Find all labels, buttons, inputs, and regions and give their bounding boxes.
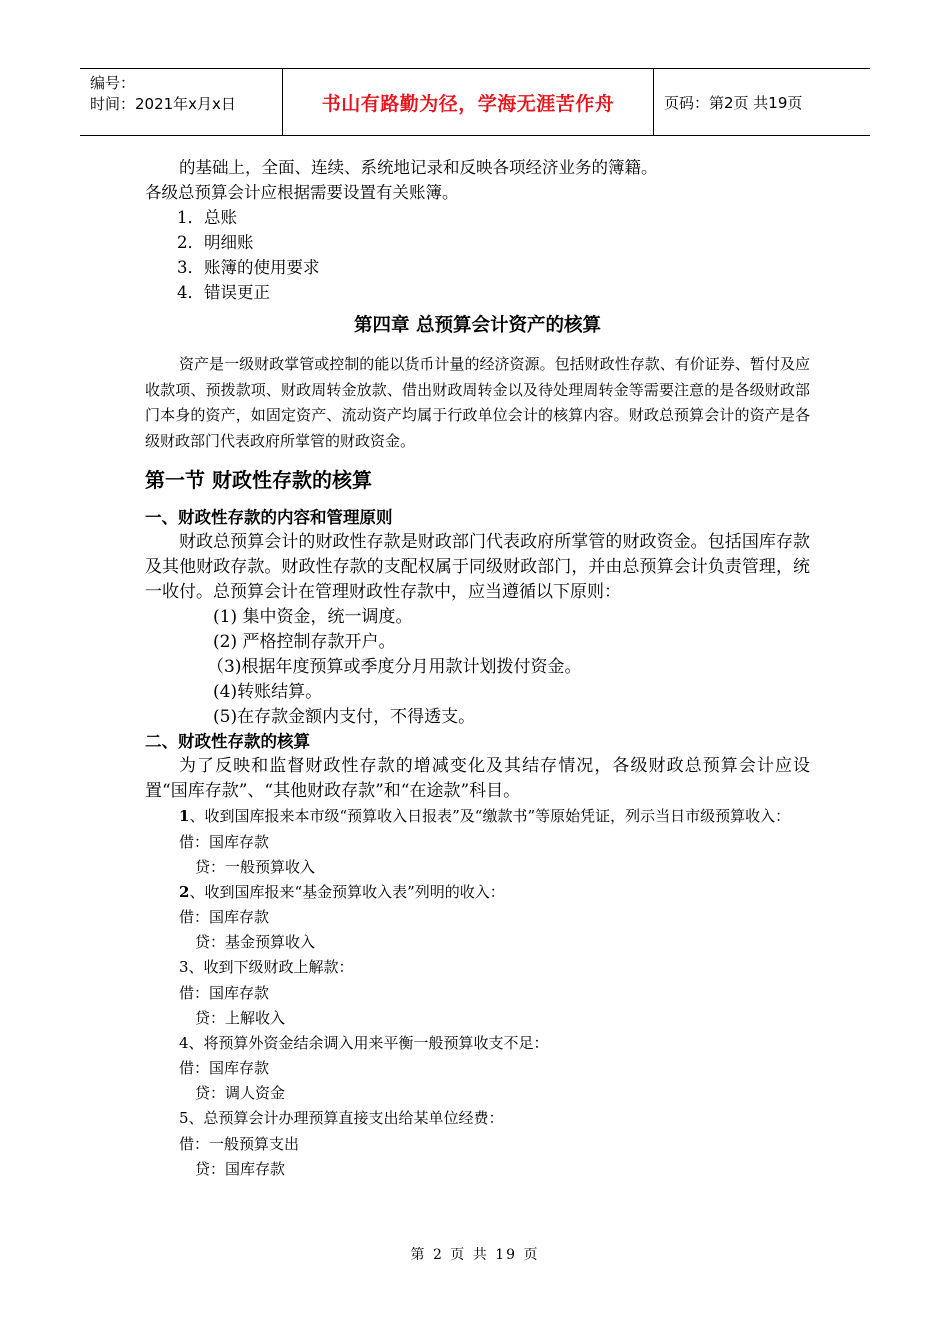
entry-desc xyxy=(145,1106,810,1132)
chapter-title: 第四章 总预算会计资产的核算 xyxy=(354,315,601,336)
subsection-para-1: 财政总预算会计的财政性存款是财政部门代表政府所掌管的财政资金。包括国库存款及其他财政存款。财政性存款的支配权属于同级财政部门，并由总预算会计负责管理，统一收付。总预算会计在管理财政性存款中，应当遵循以下原则： xyxy=(145,532,810,602)
entry-text: 、将预算外资金结余调入用来平衡一般预算收支不足： xyxy=(188,1033,549,1052)
continuation-line: 的基础上，全面、连续、系统地记录和反映各项经济业务的簿籍。 xyxy=(179,158,658,177)
entry-text: 、收到下级财政上解款： xyxy=(188,958,354,976)
list-item: (4)转账结算。 xyxy=(213,682,323,702)
chapter-intro: 资产是一级财政掌管或控制的能以货币计量的经济资源。包括财政性存款、有价证券、暂付及应收款项、预拨款项、财政周转金放款、借出财政周转金以及待处理周转金等需要注意的是各级财政部门本身的资产，如固定资产、流动资产均属于行政单位会计的核算内容。财政总预算会计的资产是各级财政部门代表政府所掌管的财政资金。 xyxy=(145,355,810,450)
entry-credit: 贷：上解收入 xyxy=(195,1008,286,1027)
entry-number: 1 xyxy=(179,807,190,825)
entries-list xyxy=(145,804,810,1182)
header-code: 编号： xyxy=(90,74,136,92)
header-page-info: 页码：第2页 共19页 xyxy=(664,93,803,112)
header-slogan: 书山有路勤为径，学海无涯苦作舟 xyxy=(321,92,615,115)
entry-credit: 贷：国库存款 xyxy=(195,1159,286,1178)
entry-credit: 贷：基金预算收入 xyxy=(195,933,316,951)
principles-list xyxy=(145,605,810,730)
header-meta xyxy=(80,69,282,135)
entry-credit: 贷：调人资金 xyxy=(195,1084,286,1102)
header-time: 时间：2021年x月x日 xyxy=(90,95,236,113)
entry-debit: 借：国库存款 xyxy=(179,908,270,926)
list-item: 3．账簿的使用要求 xyxy=(177,258,320,277)
entry-desc xyxy=(145,955,810,981)
list-item: 4．错误更正 xyxy=(177,283,270,302)
section-title: 第一节 财政性存款的核算 xyxy=(145,468,372,492)
page-header xyxy=(80,68,870,136)
page-footer: 第 2 页 共 19 页 xyxy=(410,1247,540,1263)
entry-text: 、总预算会计办理预算直接支出给某单位经费： xyxy=(188,1109,504,1127)
entry-debit: 借：一般预算支出 xyxy=(179,1134,300,1153)
document-body xyxy=(145,155,810,1182)
entry-number: 2 xyxy=(179,882,190,901)
entry-number: 4 xyxy=(179,1033,189,1052)
books-intro: 各级总预算会计应根据需要设置有关账簿。 xyxy=(145,183,459,202)
entry-number: 3 xyxy=(179,958,189,976)
subsection-para-2: 为了反映和监督财政性存款的增减变化及其结存情况，各级财政总预算会计应设置“国库存款”、“其他财政存款”和“在途款”科目。 xyxy=(145,756,810,801)
header-slogan-cell xyxy=(282,69,654,135)
books-list xyxy=(145,205,810,305)
entry-number: 5 xyxy=(179,1109,189,1127)
subsection-title-2: 二、财政性存款的核算 xyxy=(145,732,310,751)
entry-desc xyxy=(145,804,810,830)
entry-debit: 借：国库存款 xyxy=(179,983,270,1002)
entry-desc xyxy=(145,880,810,906)
list-item: 1．总账 xyxy=(177,208,237,227)
list-item: (1) 集中资金，统一调度。 xyxy=(213,607,413,627)
entry-desc xyxy=(145,1031,810,1057)
subsection-title-1: 一、财政性存款的内容和管理原则 xyxy=(145,508,393,527)
entry-text: 、收到国库报来“基金预算收入表”列明的收入： xyxy=(189,882,505,901)
list-item: (5)在存款金额内支付，不得透支。 xyxy=(213,707,476,727)
entry-debit: 借：国库存款 xyxy=(179,1059,270,1077)
list-item: 2．明细账 xyxy=(177,233,254,252)
list-item: (2) 严格控制存款开户。 xyxy=(213,632,396,652)
entry-credit: 贷：一般预算收入 xyxy=(195,857,316,876)
entry-text: 、收到国库报来本市级“预算收入日报表”及“缴款书”等原始凭证，列示当日市级预算收入： xyxy=(189,807,791,825)
entry-debit: 借：国库存款 xyxy=(179,832,270,851)
list-item: （3)根据年度预算或季度分月用款计划拨付资金。 xyxy=(207,657,582,677)
